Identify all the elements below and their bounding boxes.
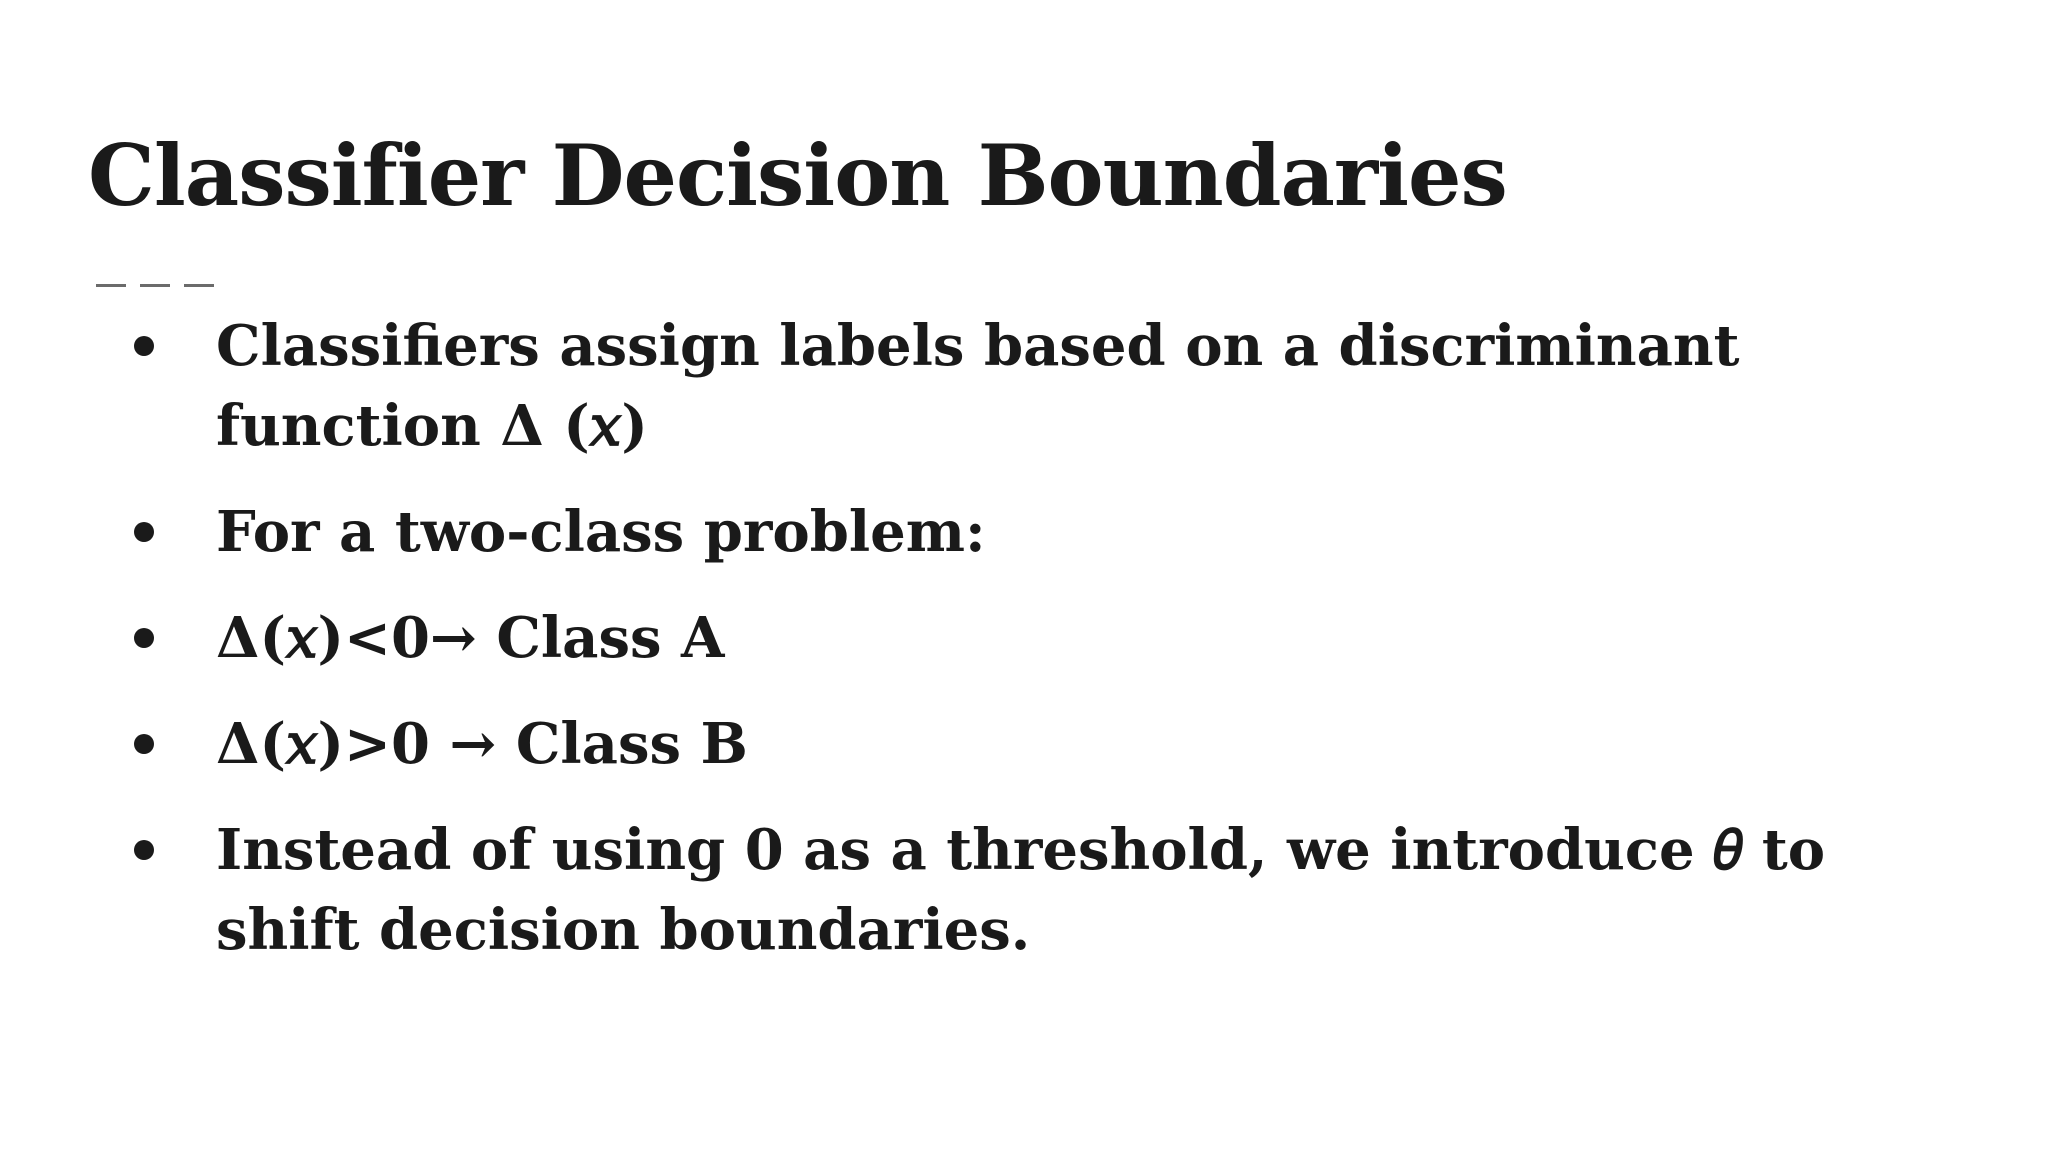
title-underline-dashes [96,284,214,287]
bullet-item [128,810,1948,970]
bullet-item [128,306,1948,466]
bullet-item [128,598,1948,678]
bullet-dot-icon [134,522,154,542]
bullet-item [128,492,1948,572]
bullet-list [128,306,1948,996]
dash [184,284,214,287]
bullet-dot-icon [134,734,154,754]
bullet-item [128,704,1948,784]
bullet-dot-icon [134,336,154,356]
bullet-text: Δ(𝑥)<0→ Class A [216,605,725,671]
slide-title: Classifier Decision Boundaries [88,126,1507,225]
bullet-text: For a two-class problem: [216,499,986,565]
bullet-text: Classifiers assign labels based on a discriminant function Δ (𝑥) [216,313,1740,459]
bullet-text: Δ(𝑥)>0 → Class B [216,711,748,777]
dash [96,284,126,287]
bullet-dot-icon [134,840,154,860]
bullet-text: Instead of using 0 as a threshold, we introduce 𝜃 to shift decision boundaries. [216,817,1826,963]
bullet-dot-icon [134,628,154,648]
dash [140,284,170,287]
